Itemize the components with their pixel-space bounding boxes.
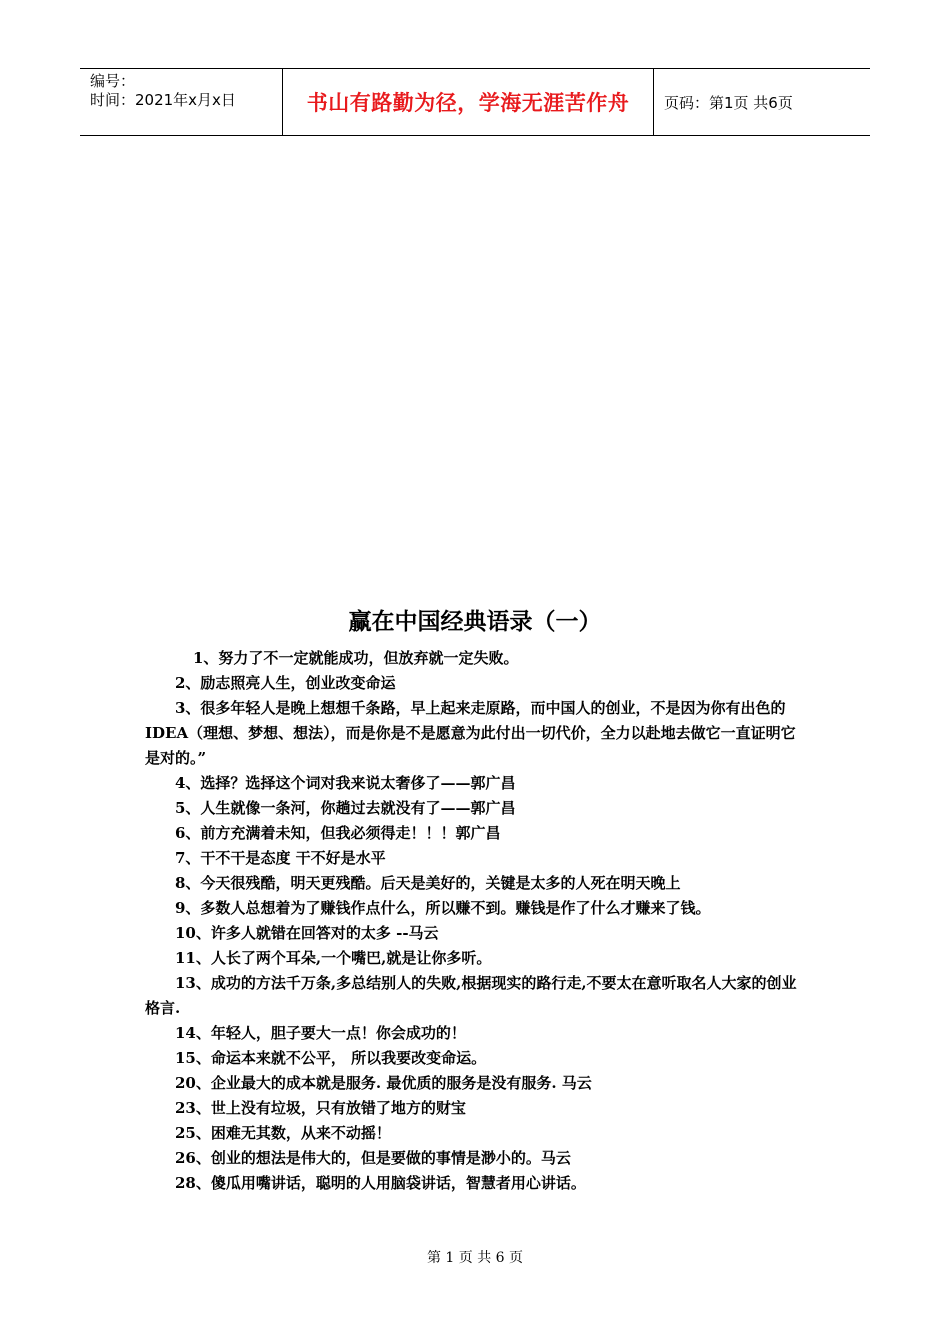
quote-item: 14、年轻人，胆子要大一点！你会成功的！	[175, 1024, 466, 1042]
quote-item: 26、创业的想法是伟大的，但是要做的事情是渺小的。马云	[175, 1149, 571, 1167]
page-header	[80, 68, 870, 136]
quote-item: 28、傻瓜用嘴讲话，聪明的人用脑袋讲话，智慧者用心讲话。	[175, 1174, 586, 1192]
quote-item: 8、今天很残酷，明天更残酷。后天是美好的，关键是太多的人死在明天晚上	[175, 874, 681, 892]
quote-item: 13、成功的方法千万条,多总结别人的失败,根据现实的路行走,不要太在意听取名人大家的创业格言.	[145, 974, 797, 1017]
quote-item: 25、困难无其数，从来不动摇！	[175, 1124, 391, 1142]
quote-item: 11、人长了两个耳朵,一个嘴巴,就是让你多听。	[175, 949, 492, 967]
quote-item: 2、励志照亮人生，创业改变命运	[175, 674, 396, 692]
quote-item: 23、世上没有垃圾，只有放错了地方的财宝	[175, 1099, 466, 1117]
quote-item: 1、努力了不一定就能成功，但放弃就一定失败。	[193, 649, 519, 667]
header-page-number: 页码：第1页 共6页	[664, 93, 793, 112]
header-info-cell	[80, 69, 282, 135]
page-footer: 第 1 页 共 6 页	[426, 1250, 524, 1266]
quote-list	[145, 646, 810, 1196]
document-title: 赢在中国经典语录（一）	[348, 608, 602, 635]
quote-item: 20、企业最大的成本就是服务. 最优质的服务是没有服务. 马云	[175, 1074, 592, 1092]
quote-item: 9、多数人总想着为了赚钱作点什么，所以赚不到。赚钱是作了什么才赚来了钱。	[175, 899, 711, 917]
quote-item: 6、前方充满着未知，但我必须得走！！！郭广昌	[175, 824, 501, 842]
document-date-label: 时间：2021年x月x日	[90, 91, 236, 109]
quote-item: 3、很多年轻人是晚上想想千条路，早上起来走原路，而中国人的创业，不是因为你有出色的IDEA（理想、梦想、想法），而是你是不是愿意为此付出一切代价，全力以赴地去做它一直证明它是对的。”	[145, 699, 796, 767]
header-motto: 书山有路勤为径，学海无涯苦作舟	[282, 69, 654, 135]
quote-item: 5、人生就像一条河，你趟过去就没有了——郭广昌	[175, 799, 516, 817]
quote-item: 7、干不干是态度 干不好是水平	[175, 849, 386, 867]
quote-item: 15、命运本来就不公平， 所以我要改变命运。	[175, 1049, 487, 1067]
document-number-label: 编号：	[90, 72, 136, 90]
quote-item: 4、选择？选择这个词对我来说太奢侈了——郭广昌	[175, 774, 516, 792]
quote-item: 10、许多人就错在回答对的太多 --马云	[175, 924, 439, 942]
